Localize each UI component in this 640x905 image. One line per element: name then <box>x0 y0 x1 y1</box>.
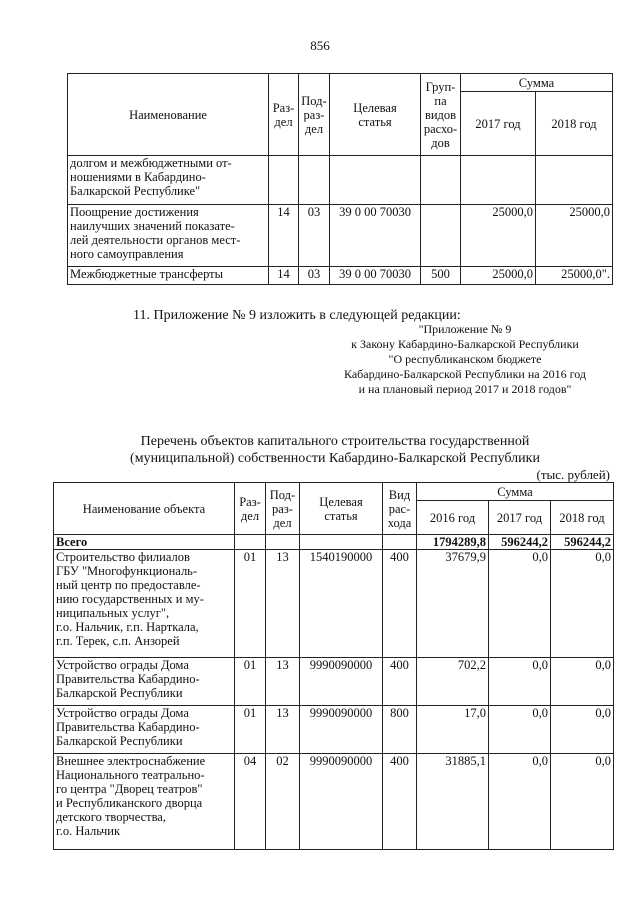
cell-subsection: 13 <box>266 706 300 754</box>
annex-line: "О республиканском бюджете <box>388 352 542 366</box>
annex-line: "Приложение № 9 <box>418 322 512 336</box>
cell-section: 01 <box>235 706 266 754</box>
cell-2017: 25000,0 <box>461 267 536 285</box>
table-row <box>68 205 613 267</box>
cell-2017: 0,0 <box>489 658 551 706</box>
cell-2018: 0,0 <box>551 754 614 850</box>
cell-group: 500 <box>421 267 461 285</box>
table-row <box>54 754 614 850</box>
cell-2018: 0,0 <box>551 658 614 706</box>
cell-2018 <box>536 156 613 205</box>
cell-2017 <box>461 156 536 205</box>
cell-subsection: 03 <box>299 267 330 285</box>
table-row <box>68 267 613 285</box>
cell-subsection <box>299 156 330 205</box>
cell-kind: 800 <box>383 706 417 754</box>
annex-line: Кабардино-Балкарской Республики на 2016 год <box>344 367 586 381</box>
cell-subsection: 02 <box>266 754 300 850</box>
title-line: Перечень объектов капитального строительства государственной <box>140 434 530 449</box>
cell-2017: 25000,0 <box>461 205 536 267</box>
header-expense-group: Груп- па видов расхо- дов <box>421 74 461 156</box>
table-row <box>68 156 613 205</box>
cell-subsection: 13 <box>266 550 300 658</box>
cell-kind: 400 <box>383 658 417 706</box>
cell-name: Строительство филиалов ГБУ "Многофункциональ- ный центр по предоставле- нию государственных и му- ниципальных услуг", г.о. Нальчик, г.п. Нарткала, г.п. Терек, с.п. Анзорей <box>54 550 235 658</box>
header-object-name: Наименование объекта <box>54 483 235 535</box>
cell-section: 04 <box>235 754 266 850</box>
header-2018: 2018 год <box>536 92 613 156</box>
cell-section <box>269 156 299 205</box>
unit-label: (тыс. рублей) <box>536 467 610 482</box>
cell-2017: 0,0 <box>489 550 551 658</box>
cell-name: Межбюджетные трансферты <box>68 267 269 285</box>
cell-section: 14 <box>269 205 299 267</box>
annex-heading <box>330 322 600 397</box>
cell-total-2018: 596244,2 <box>551 535 614 550</box>
header-subsection: Под- раз- дел <box>299 74 330 156</box>
cell-2018: 0,0 <box>551 706 614 754</box>
header-target: Целевая статья <box>300 483 383 535</box>
header-name: Наименование <box>68 74 269 156</box>
capital-construction-table <box>53 482 614 850</box>
header-section: Раз- дел <box>269 74 299 156</box>
cell-2016: 17,0 <box>417 706 489 754</box>
header-2017: 2017 год <box>489 501 551 535</box>
amendment-paragraph: 11. Приложение № 9 изложить в следующей редакции: <box>133 308 461 323</box>
cell-2018: 0,0 <box>551 550 614 658</box>
title-line: (муниципальной) собственности Кабардино-Балкарской Республики <box>130 451 540 466</box>
cell-2016: 37679,9 <box>417 550 489 658</box>
table-row <box>54 550 614 658</box>
total-row <box>54 535 614 550</box>
cell-subsection: 13 <box>266 658 300 706</box>
cell-section: 14 <box>269 267 299 285</box>
cell-2016: 31885,1 <box>417 754 489 850</box>
cell-target: 39 0 00 70030 <box>330 205 421 267</box>
annex-line: и на плановый период 2017 и 2018 годов" <box>358 382 572 396</box>
cell-2017: 0,0 <box>489 754 551 850</box>
cell-target: 9990090000 <box>300 658 383 706</box>
cell-2018: 25000,0 <box>536 205 613 267</box>
header-target: Целевая статья <box>330 74 421 156</box>
cell-target <box>330 156 421 205</box>
table-row <box>54 658 614 706</box>
header-sum: Сумма <box>461 74 613 92</box>
cell-subsection: 03 <box>299 205 330 267</box>
header-2018: 2018 год <box>551 501 614 535</box>
cell-name: Внешнее электроснабжение Национального театрально- го центра "Дворец театров" и Республиканского дворца детского творчества, г.о. Нальчик <box>54 754 235 850</box>
cell-2018: 25000,0". <box>536 267 613 285</box>
cell-kind: 400 <box>383 550 417 658</box>
cell-name: Устройство ограды Дома Правительства Кабардино- Балкарской Республики <box>54 706 235 754</box>
cell-target: 1540190000 <box>300 550 383 658</box>
cell-section: 01 <box>235 550 266 658</box>
table-row <box>54 706 614 754</box>
budget-table-continued <box>67 73 613 285</box>
cell-name: долгом и межбюджетными от- ношениями в Кабардино- Балкарской Республике" <box>68 156 269 205</box>
cell-section: 01 <box>235 658 266 706</box>
cell-target: 39 0 00 70030 <box>330 267 421 285</box>
header-section: Раз- дел <box>235 483 266 535</box>
cell-total-label: Всего <box>54 535 235 550</box>
header-2017: 2017 год <box>461 92 536 156</box>
header-subsection: Под- раз- дел <box>266 483 300 535</box>
cell-name: Устройство ограды Дома Правительства Кабардино- Балкарской Республики <box>54 658 235 706</box>
annex-line: к Закону Кабардино-Балкарской Республики <box>351 337 579 351</box>
cell-target: 9990090000 <box>300 706 383 754</box>
cell-2016: 702,2 <box>417 658 489 706</box>
cell-group <box>421 205 461 267</box>
cell-total-2017: 596244,2 <box>489 535 551 550</box>
header-expense-kind: Вид рас- хода <box>383 483 417 535</box>
cell-kind: 400 <box>383 754 417 850</box>
header-sum: Сумма <box>417 483 614 501</box>
cell-2017: 0,0 <box>489 706 551 754</box>
cell-total-2016: 1794289,8 <box>417 535 489 550</box>
cell-group <box>421 156 461 205</box>
document-title <box>100 433 570 467</box>
header-2016: 2016 год <box>417 501 489 535</box>
page-number: 856 <box>310 38 330 53</box>
cell-name: Поощрение достижения наилучших значений показате- лей деятельности органов мест- ного самоуправления <box>68 205 269 267</box>
cell-target: 9990090000 <box>300 754 383 850</box>
